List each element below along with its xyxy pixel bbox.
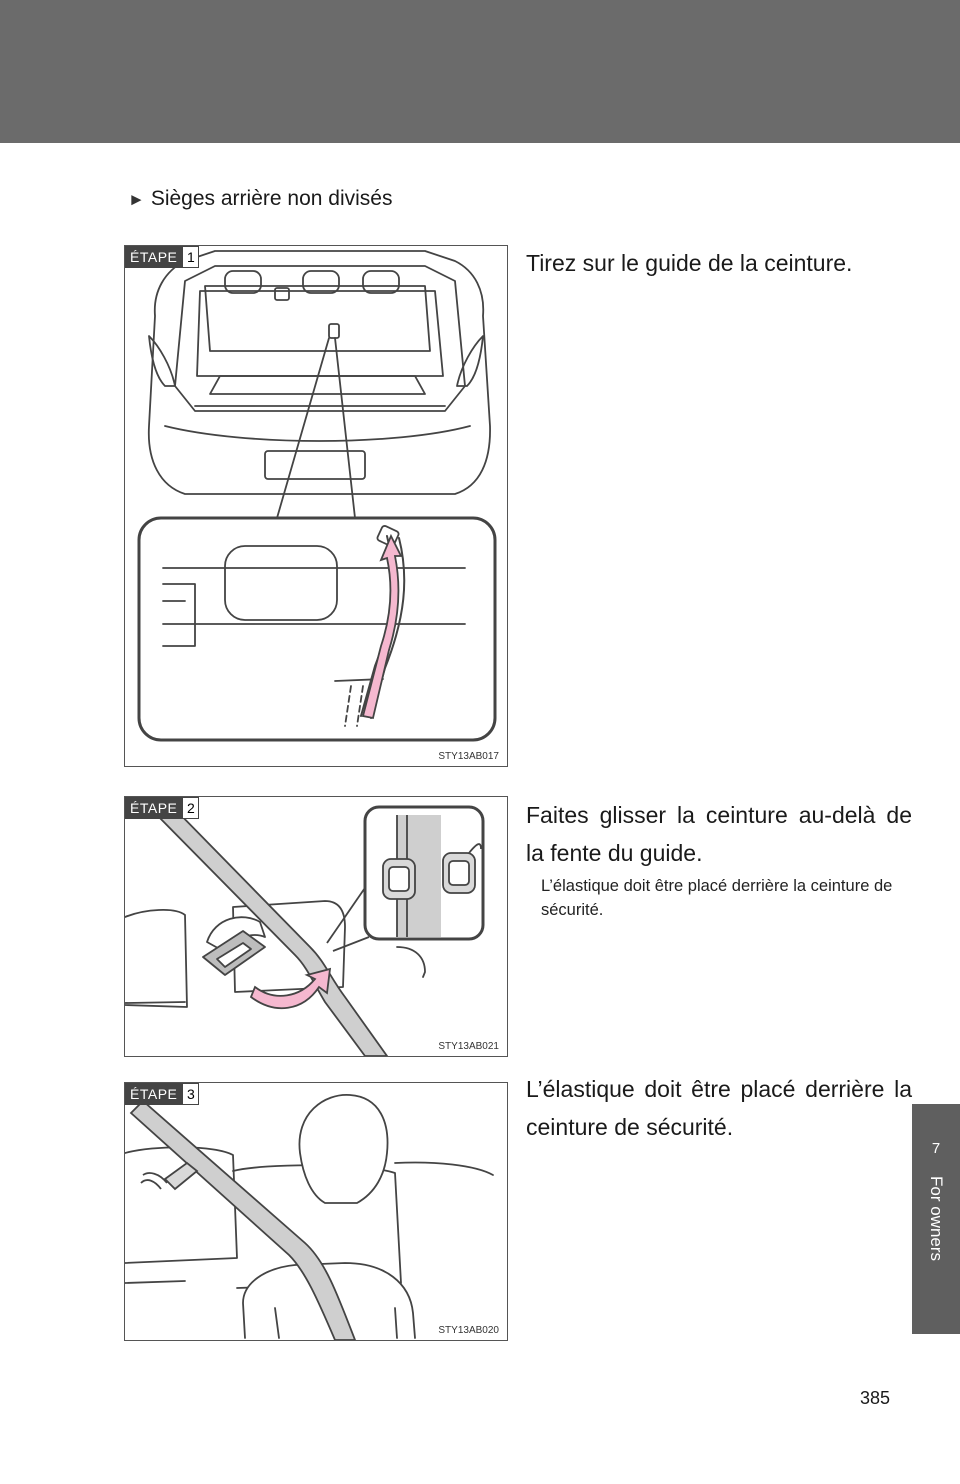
step-badge-number: 3	[182, 1083, 199, 1105]
step-badge-word: ÉTAPE	[125, 246, 182, 268]
belt-slot-drawing	[125, 797, 507, 1056]
figure-code: STY13AB021	[438, 1041, 499, 1052]
chapter-tab	[912, 1104, 960, 1334]
step-2-note: L’élastique doit être placé derrière la ceinture de sécurité.	[541, 877, 893, 919]
step-1-badge	[125, 246, 199, 268]
header-band	[0, 0, 960, 143]
pull-direction-arrow-icon	[363, 536, 401, 718]
step-badge-word: ÉTAPE	[125, 797, 182, 819]
step-3-badge	[125, 1083, 199, 1105]
step-3-illustration	[124, 1082, 508, 1341]
page-number: 385	[860, 1388, 891, 1408]
chapter-number: 7	[931, 1140, 941, 1157]
figure-code: STY13AB017	[438, 751, 499, 762]
triangle-marker-icon: ►	[128, 190, 145, 209]
step-badge-word: ÉTAPE	[125, 1083, 182, 1105]
figure-code: STY13AB020	[438, 1325, 499, 1336]
car-trunk-belt-guide-drawing	[125, 246, 507, 766]
section-title: Sièges arrière non divisés	[150, 187, 393, 210]
chapter-label: For owners	[927, 1176, 946, 1262]
seated-passenger-belt-drawing	[125, 1083, 507, 1340]
step-2-text: Faites glisser la ceinture au-delà de la fente du guide.	[526, 802, 912, 866]
step-1-illustration	[124, 245, 508, 767]
step-1-text: Tirez sur le guide de la ceinture.	[526, 250, 853, 276]
section-heading	[128, 187, 392, 211]
step-badge-number: 2	[182, 797, 199, 819]
step-badge-number: 1	[182, 246, 199, 268]
step-2-illustration	[124, 796, 508, 1057]
step-2-badge	[125, 797, 199, 819]
step-3-text: L’élastique doit être placé derrière la ceinture de sécurité.	[526, 1076, 912, 1140]
